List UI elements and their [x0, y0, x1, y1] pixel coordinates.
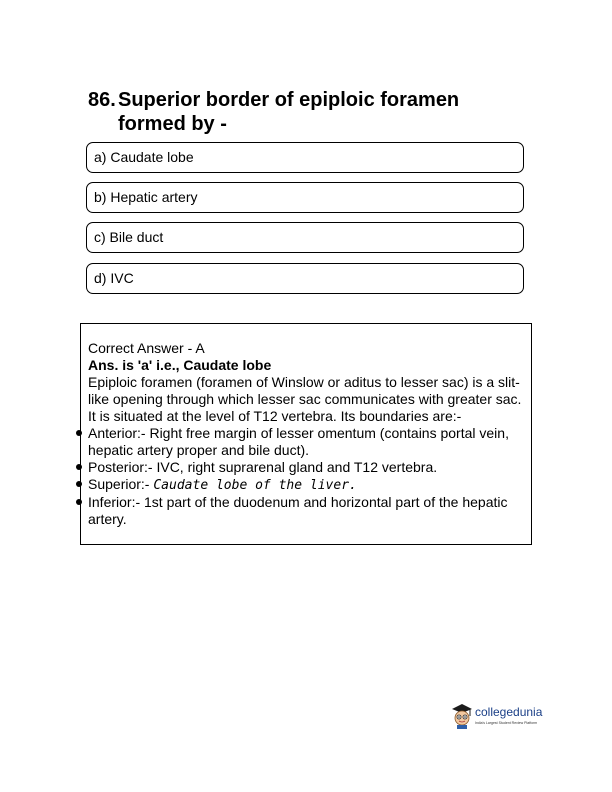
option-d[interactable]: d) IVC: [86, 263, 524, 294]
bullet-icon: [76, 499, 82, 505]
bullet-icon: [76, 464, 82, 470]
option-a[interactable]: a) Caudate lobe: [86, 142, 524, 173]
logo-tagline: India's Largest Student Review Platform: [475, 721, 538, 725]
question-text: Superior border of epiploic foramen formed by -: [118, 89, 460, 135]
question-number: 86.: [88, 89, 116, 111]
answer-paragraph: Epiploic foramen (foramen of Winslow or aditus to lesser sac) is a slit-like opening through which lesser sac communicates with greater sac. It is situated at the level of T12 vertebra. Its boundaries are:-: [88, 374, 522, 424]
bullet-inferior: Inferior:- 1st part of the duodenum and horizontal part of the hepatic artery.: [88, 494, 523, 528]
graduate-mascot-icon: [450, 702, 474, 730]
option-c[interactable]: c) Bile duct: [86, 222, 524, 253]
bullet-icon: [76, 430, 82, 436]
collegedunia-logo: [450, 702, 550, 732]
option-b[interactable]: b) Hepatic artery: [86, 182, 524, 213]
boundaries-list: [88, 425, 523, 528]
answer-heading: Ans. is 'a' i.e., Caudate lobe: [88, 357, 272, 373]
bullet-superior: Superior:- Caudate lobe of the liver.: [88, 476, 523, 494]
logo-brand: collegedunia: [475, 705, 543, 719]
correct-answer: Correct Answer - A: [88, 340, 205, 356]
answer-explanation-box: [80, 323, 532, 545]
bullet-posterior: Posterior:- IVC, right suprarenal gland and T12 vertebra.: [88, 459, 523, 476]
bullet-anterior: Anterior:- Right free margin of lesser omentum (contains portal vein, hepatic artery proper and bile duct).: [88, 425, 523, 459]
bullet-icon: [76, 481, 82, 487]
